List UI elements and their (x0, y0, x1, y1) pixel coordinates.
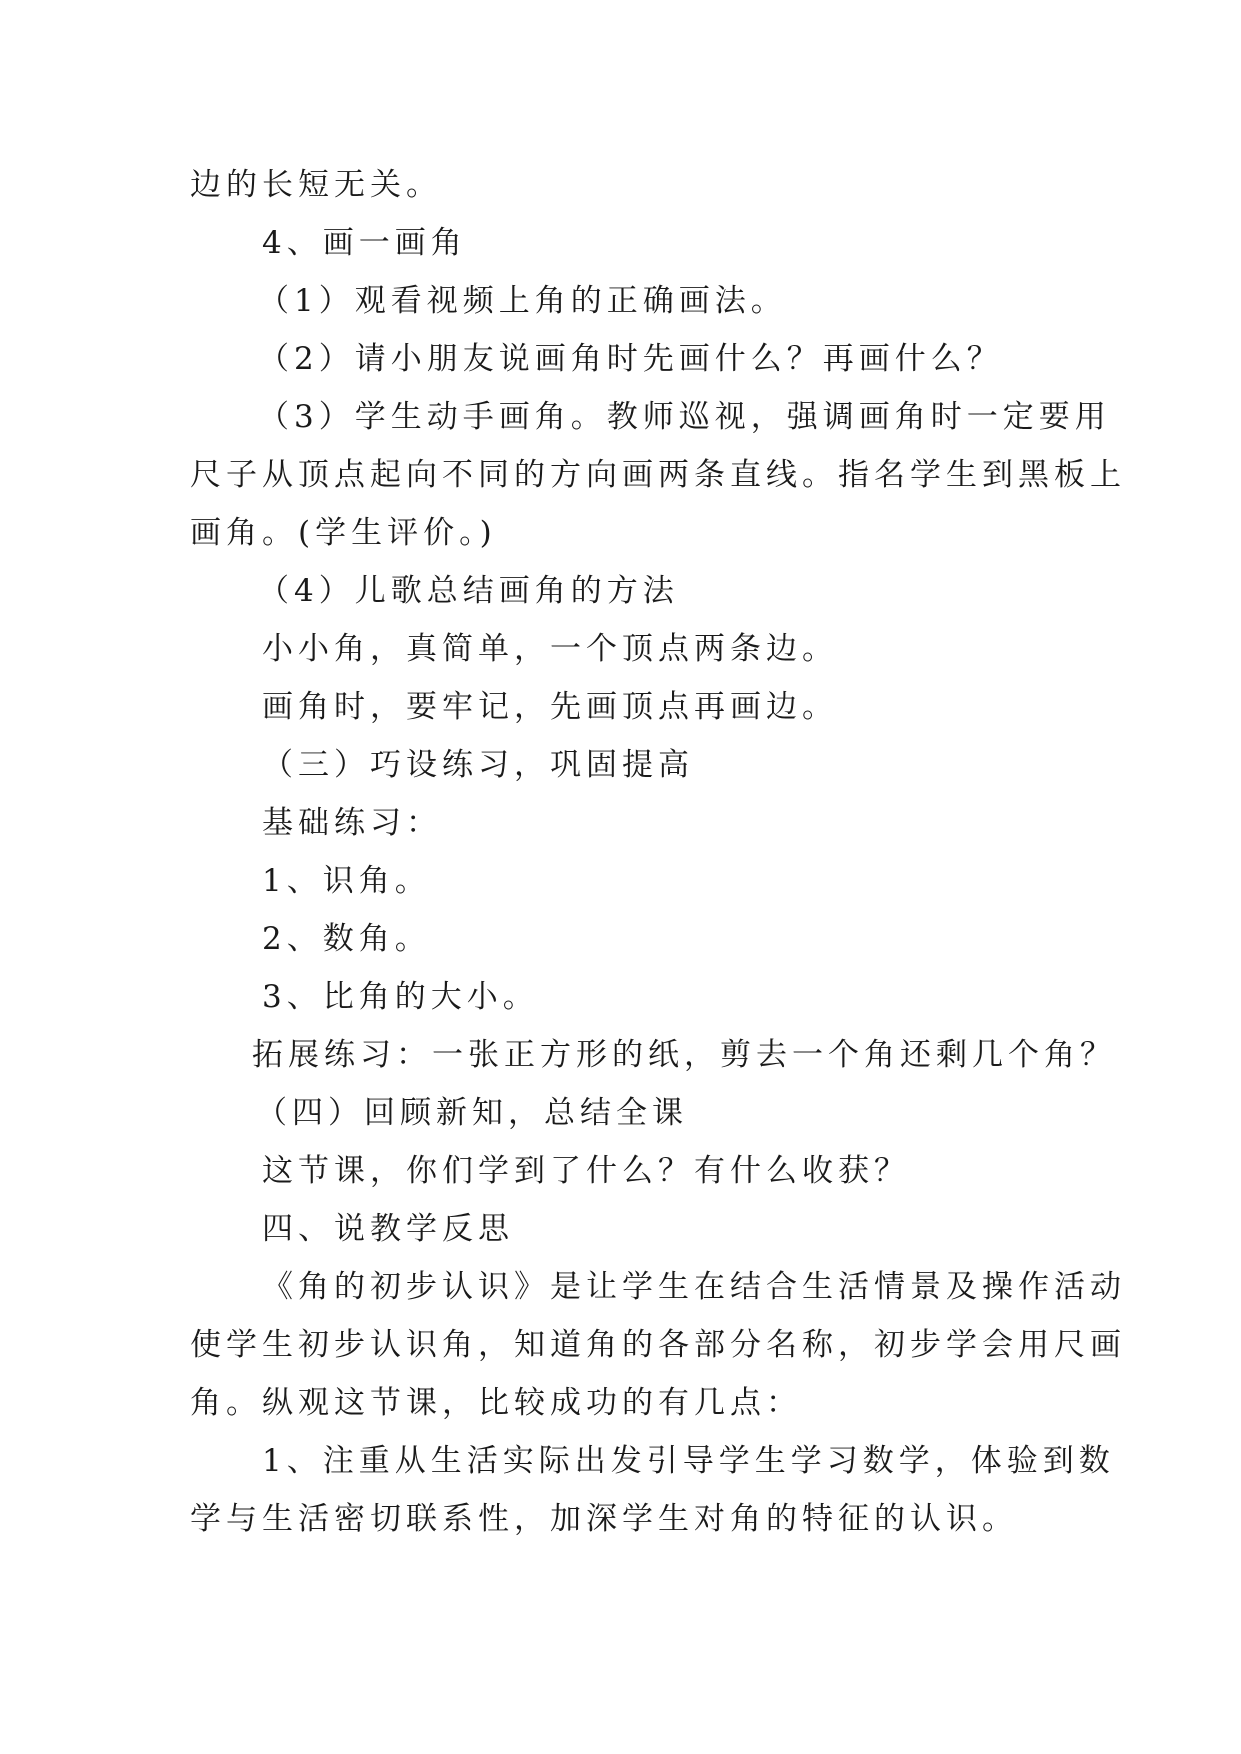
paragraph-line: 学与生活密切联系性，加深学生对角的特征的认识。 (190, 1501, 1018, 1537)
paragraph-line: 这节课，你们学到了什么？有什么收获？ (262, 1153, 910, 1189)
paragraph-line: 画角。(学生评价。) (190, 515, 497, 551)
paragraph-line: 边的长短无关。 (190, 167, 442, 203)
paragraph-line: （2）请小朋友说画角时先画什么？再画什么？ (258, 341, 1003, 377)
paragraph-line: 角。纵观这节课，比较成功的有几点： (190, 1385, 802, 1421)
paragraph-line: （4）儿歌总结画角的方法 (258, 573, 679, 609)
paragraph-line: 使学生初步认识角，知道角的各部分名称，初步学会用尺画 (190, 1327, 1126, 1363)
list-item: 2、数角。 (262, 921, 431, 957)
paragraph-line: （3）学生动手画角。教师巡视，强调画角时一定要用 (258, 399, 1111, 435)
section-heading: 4、画一画角 (262, 225, 467, 261)
paragraph-line: 尺子从顶点起向不同的方向画两条直线。指名学生到黑板上 (190, 457, 1126, 493)
list-item: 3、比角的大小。 (262, 979, 539, 1015)
rhyme-line: 画角时，要牢记，先画顶点再画边。 (262, 689, 838, 725)
paragraph-line: 《角的初步认识》是让学生在结合生活情景及操作活动 (262, 1269, 1126, 1305)
paragraph-line: 1、注重从生活实际出发引导学生学习数学，体验到数 (262, 1443, 1115, 1479)
paragraph-line: 基础练习： (262, 805, 442, 841)
section-heading: 四、说教学反思 (262, 1211, 514, 1247)
section-heading: （三）巧设练习，巩固提高 (262, 747, 694, 783)
list-item: 1、识角。 (262, 863, 431, 899)
section-heading: （四）回顾新知，总结全课 (256, 1095, 688, 1131)
rhyme-line: 小小角，真简单，一个顶点两条边。 (262, 631, 838, 667)
paragraph-line: 拓展练习：一张正方形的纸，剪去一个角还剩几个角？ (252, 1037, 1116, 1073)
paragraph-line: （1）观看视频上角的正确画法。 (258, 283, 787, 319)
